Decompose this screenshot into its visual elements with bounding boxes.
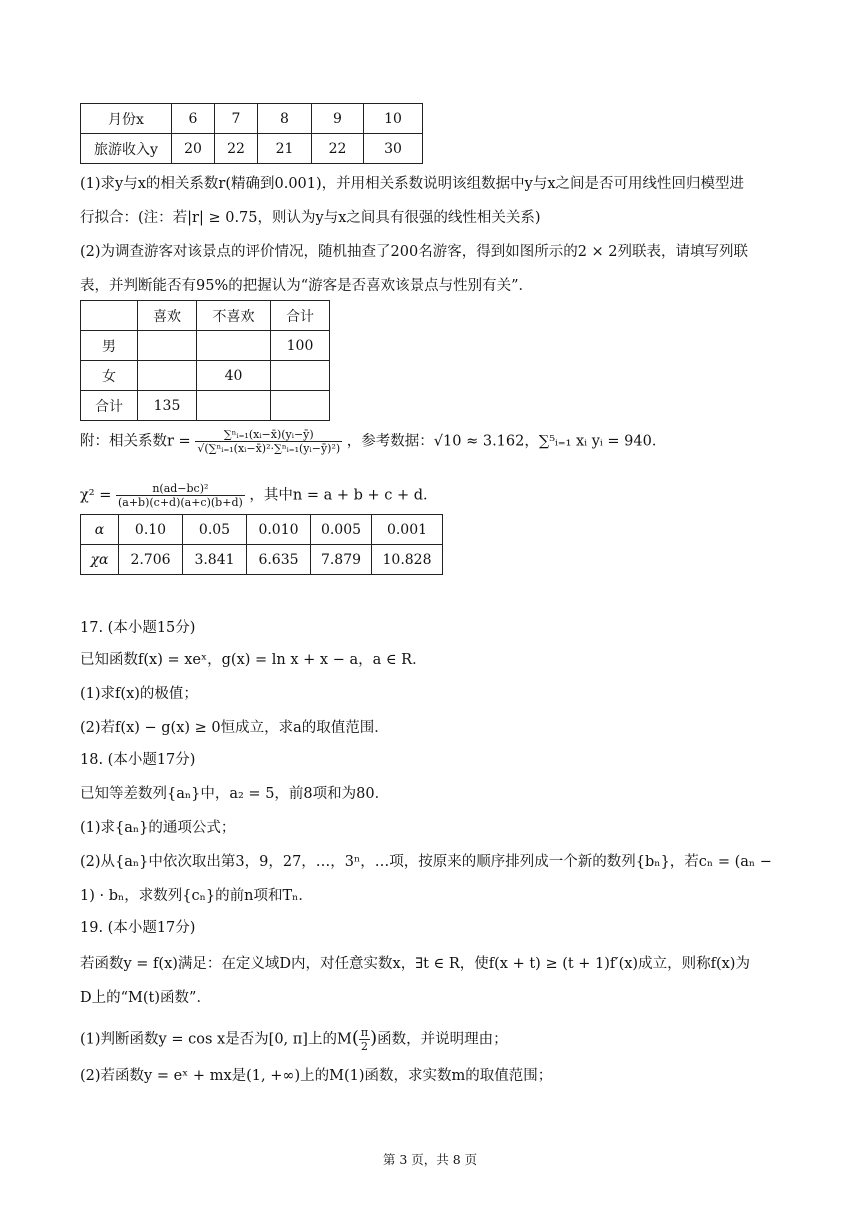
table-cell: 30	[364, 134, 423, 164]
table-cell: 20	[172, 134, 215, 164]
table-cell: 不喜欢	[197, 301, 271, 331]
q19-stem-line1: 若函数y = f(x)满足：在定义域D内，对任意实数x，∃t ∈ R，使f(x + t) ≥ (t + 1)f′(x)成立，则称f(x)为	[80, 956, 750, 972]
q16-part2-line2: 表，并判断能否有95%的把握认为“游客是否喜欢该景点与性别有关”．	[80, 278, 534, 294]
table-cell: 旅游收入y	[81, 134, 172, 164]
table-cell: 0.010	[247, 515, 311, 545]
table-cell: 9	[312, 104, 364, 134]
correlation-fraction	[195, 428, 342, 455]
table-cell: 21	[258, 134, 312, 164]
table-cell: 0.10	[119, 515, 183, 545]
pi-over-2-fraction	[359, 1026, 370, 1053]
frac-denominator: 2	[360, 1040, 368, 1053]
q19-header: 19. (本小题17分)	[80, 920, 196, 936]
q17-stem: 已知函数f(x) = xeˣ，g(x) = ln x + x − a，a ∈ R．	[80, 652, 427, 668]
q17-part2: (2)若f(x) − g(x) ≥ 0恒成立，求a的取值范围．	[80, 720, 389, 736]
table-cell	[197, 331, 271, 361]
table-row	[81, 361, 330, 391]
q16-part1-line1: (1)求y与x的相关系数r(精确到0.001)，并用相关系数说明该组数据中y与x之间是否可用线性回归模型进	[80, 176, 745, 192]
table-cell	[271, 361, 330, 391]
appendix-reference-data: ，参考数据：√10 ≈ 3.162，∑⁵ᵢ₌₁ xᵢ yᵢ = 940．	[346, 433, 667, 450]
table-row	[81, 331, 330, 361]
q19-part1-text: (1)判断函数y = cos x是否为[0, π]上的M	[80, 1031, 352, 1048]
q19-part1-tail: 函数，并说明理由；	[377, 1031, 508, 1048]
table-cell	[271, 391, 330, 421]
correlation-denominator: √(∑ⁿᵢ₌₁(xᵢ−x̄)²·∑ⁿᵢ₌₁(yᵢ−ȳ)²)	[197, 442, 341, 455]
q16-part2-line1: (2)为调查游客对该景点的评价情况，随机抽查了200名游客，得到如图所示的2 × 2列联表，请填写列联	[80, 244, 749, 260]
table-cell	[138, 361, 197, 391]
table-cell: 男	[81, 331, 138, 361]
table-row	[81, 515, 443, 545]
table-cell: 女	[81, 361, 138, 391]
q17-part1: (1)求f(x)的极值；	[80, 686, 198, 702]
table-cell: 10.828	[372, 545, 443, 575]
chi-suffix: ，其中n = a + b + c + d．	[249, 487, 438, 504]
table-cell: 40	[197, 361, 271, 391]
table-cell: 3.841	[183, 545, 247, 575]
table-cell: χα	[81, 545, 119, 575]
appendix-prefix: 附：相关系数r =	[80, 433, 191, 450]
correlation-numerator: ∑ⁿᵢ₌₁(xᵢ−x̄)(yᵢ−ȳ)	[195, 428, 342, 442]
table-cell: 22	[215, 134, 258, 164]
table-cell: 0.005	[311, 515, 372, 545]
table-cell: 100	[271, 331, 330, 361]
q16-part1-line2: 行拟合：(注：若|r| ≥ 0.75，则认为y与x之间具有很强的线性相关关系)	[80, 210, 541, 226]
table-cell: 喜欢	[138, 301, 197, 331]
table-row	[81, 301, 330, 331]
q18-part2-line1: (2)从{aₙ}中依次取出第3，9，27，…，3ⁿ，…项，按原来的顺序排列成一个新的数列{bₙ}，若cₙ = (aₙ −	[80, 854, 772, 870]
table-cell: 8	[258, 104, 312, 134]
q18-part1: (1)求{aₙ}的通项公式；	[80, 820, 236, 836]
table-cell: 22	[312, 134, 364, 164]
table-row	[81, 545, 443, 575]
q17-header: 17. (本小题15分)	[80, 620, 196, 636]
table-cell: 2.706	[119, 545, 183, 575]
q18-stem: 已知等差数列{aₙ}中，a₂ = 5，前8项和为80．	[80, 786, 390, 802]
table-cell: 10	[364, 104, 423, 134]
table-cell: 7	[215, 104, 258, 134]
chi-prefix: χ² =	[80, 487, 112, 504]
page-footer: 第 3 页，共 8 页	[382, 1152, 478, 1167]
table-row	[81, 104, 423, 134]
table-cell	[197, 391, 271, 421]
q19-part1: (1)判断函数y = cos x是否为[0, π]上的M( $\frac{\pi}{2}$ )函数，并说明理由；	[80, 1026, 508, 1053]
table-cell: α	[81, 515, 119, 545]
table-row	[81, 134, 423, 164]
table-cell: 月份x	[81, 104, 172, 134]
table-cell: 合计	[81, 391, 138, 421]
q19-stem-line2: D上的“M(t)函数”．	[80, 990, 211, 1006]
chi-critical-table	[80, 514, 443, 575]
income-table	[80, 103, 423, 164]
q18-header: 18. (本小题17分)	[80, 752, 196, 768]
chi-denominator: (a+b)(c+d)(a+c)(b+d)	[117, 496, 243, 509]
table-cell: 7.879	[311, 545, 372, 575]
chi-fraction	[116, 482, 245, 509]
table-cell: 6	[172, 104, 215, 134]
table-cell	[81, 301, 138, 331]
chi-numerator: n(ad−bc)²	[116, 482, 245, 496]
table-cell: 0.05	[183, 515, 247, 545]
q18-part2-line2: 1) · bₙ，求数列{cₙ}的前n项和Tₙ．	[80, 888, 313, 904]
table-cell: 0.001	[372, 515, 443, 545]
table-row	[81, 391, 330, 421]
chi-square-line	[80, 482, 438, 509]
frac-numerator: π	[360, 1026, 369, 1039]
table-cell	[138, 331, 197, 361]
table-cell: 135	[138, 391, 197, 421]
table-cell: 合计	[271, 301, 330, 331]
appendix-correlation-line	[80, 428, 666, 455]
contingency-table	[80, 300, 330, 421]
table-cell: 6.635	[247, 545, 311, 575]
q19-part2: (2)若函数y = eˣ + mx是(1, +∞)上的M(1)函数，求实数m的取值范围；	[80, 1068, 553, 1084]
